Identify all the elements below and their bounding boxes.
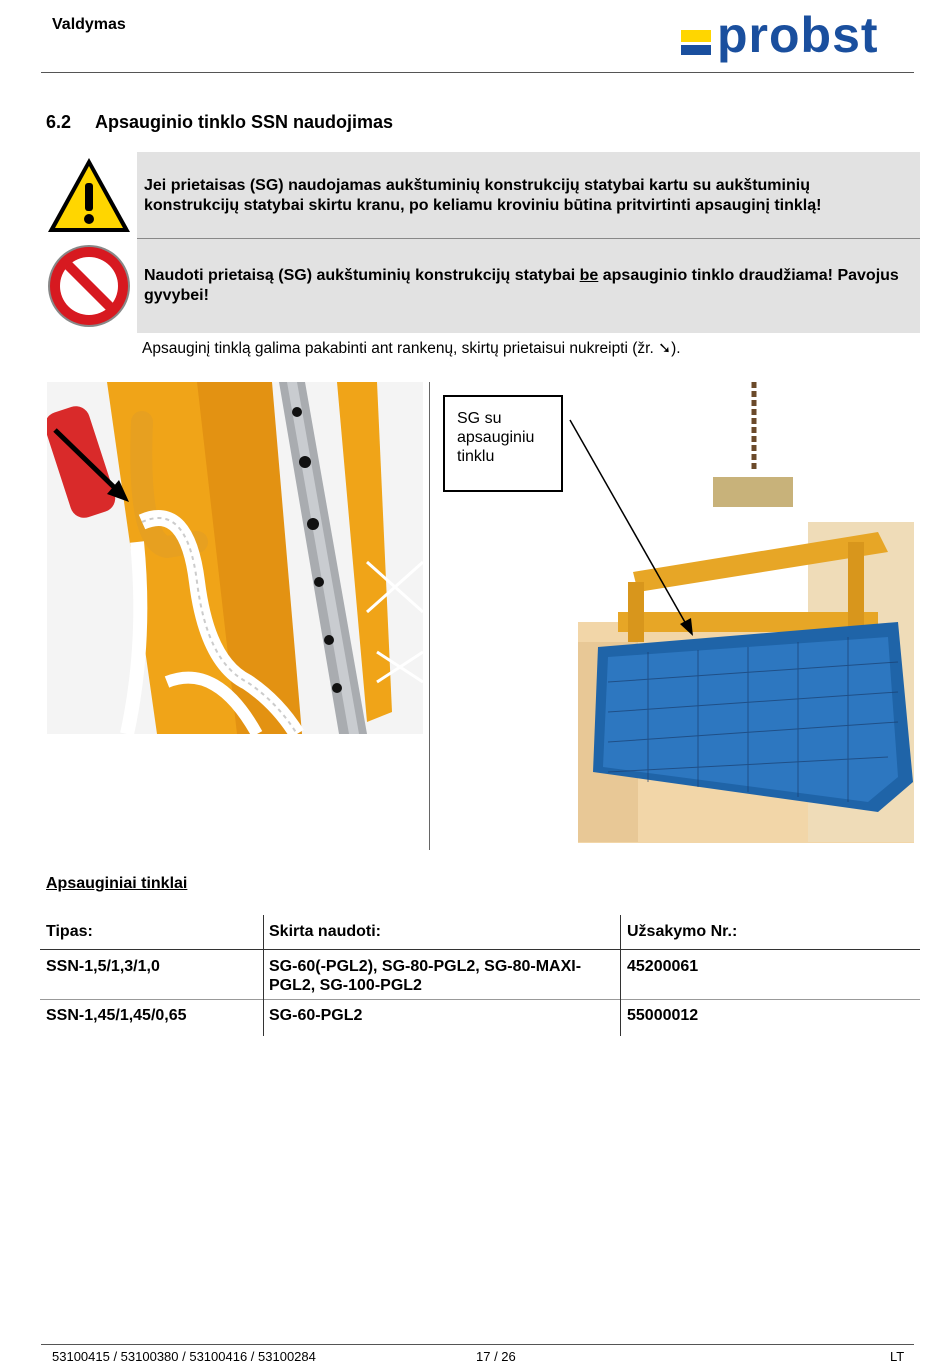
cell-order-no: 45200061 xyxy=(627,958,699,975)
logo-yellow-bar xyxy=(681,30,711,42)
warning-text-crane: Jei prietaisas (SG) naudojamas aukštuminių konstrukcijų statybai kartu su aukštuminių konstrukcijų statybai skirtu kranu, po keliamu kroviniu būtina pritvirtinti apsauginį tinklą! xyxy=(144,177,822,214)
cell-usage: SG-60-PGL2 xyxy=(269,1007,363,1024)
header-type: Tipas: xyxy=(46,923,93,940)
header-order-no: Užsakymo Nr.: xyxy=(627,923,738,940)
warning-text-prohibition xyxy=(144,266,904,306)
note-text-part: Apsauginį tinklą galima pakabinti ant rankenų, skirtų prietaisui nukreipti (žr. xyxy=(142,340,659,357)
footer-page-number: 17 / 26 xyxy=(476,1349,516,1364)
table-col-divider xyxy=(263,915,264,1036)
arrow-symbol-icon: ➘ xyxy=(658,340,672,357)
note-text xyxy=(142,339,702,358)
prohibition-icon xyxy=(46,243,132,329)
warning-box-prohibition xyxy=(137,239,920,333)
callout-text: SG su apsauginiu tinklu xyxy=(457,410,535,465)
warning-triangle-icon xyxy=(46,155,132,235)
section-number: 6.2 xyxy=(46,112,72,132)
header-title: Valdymas xyxy=(52,16,126,33)
cell-type: SSN-1,45/1,45/0,65 xyxy=(46,1007,187,1024)
warning-box-crane xyxy=(137,152,920,238)
footer-rule xyxy=(41,1344,914,1345)
warning-underlined-word: be xyxy=(579,267,599,284)
logo-blue-bar xyxy=(681,45,711,55)
nets-table xyxy=(40,915,920,1036)
table-col-divider xyxy=(620,915,621,1036)
cell-type: SSN-1,5/1,3/1,0 xyxy=(46,958,160,975)
photo-handle-with-net xyxy=(47,382,423,734)
note-text-part: ). xyxy=(671,340,681,357)
photo-divider xyxy=(429,382,430,850)
table-header-row xyxy=(40,915,920,949)
footer-doc-numbers: 53100415 / 53100380 / 53100416 / 53100284 xyxy=(52,1349,316,1364)
footer-language: LT xyxy=(890,1349,905,1364)
cell-order-no: 55000012 xyxy=(627,1007,699,1024)
table-title: Apsauginiai tinklai xyxy=(46,875,188,892)
warning-text-part: apsauginio tinklo draudžiama! Pavojus gyvybei! xyxy=(144,267,899,304)
leader-arrow-icon xyxy=(560,410,710,650)
probst-logo xyxy=(681,7,909,68)
warning-text-part: Naudoti prietaisą (SG) aukštuminių konstrukcijų statybai xyxy=(144,267,580,284)
cell-usage: SG-60(-PGL2), SG-80-PGL2, SG-80-MAXI-PGL2, SG-100-PGL2 xyxy=(269,958,582,994)
section-heading xyxy=(46,112,393,133)
callout-box xyxy=(443,395,563,492)
logo-text: probst xyxy=(717,7,879,63)
header-usage: Skirta naudoti: xyxy=(269,923,382,940)
table-row xyxy=(40,999,920,1036)
header-rule xyxy=(41,72,914,73)
section-title: Apsauginio tinklo SSN naudojimas xyxy=(95,112,394,132)
table-row xyxy=(40,949,920,999)
